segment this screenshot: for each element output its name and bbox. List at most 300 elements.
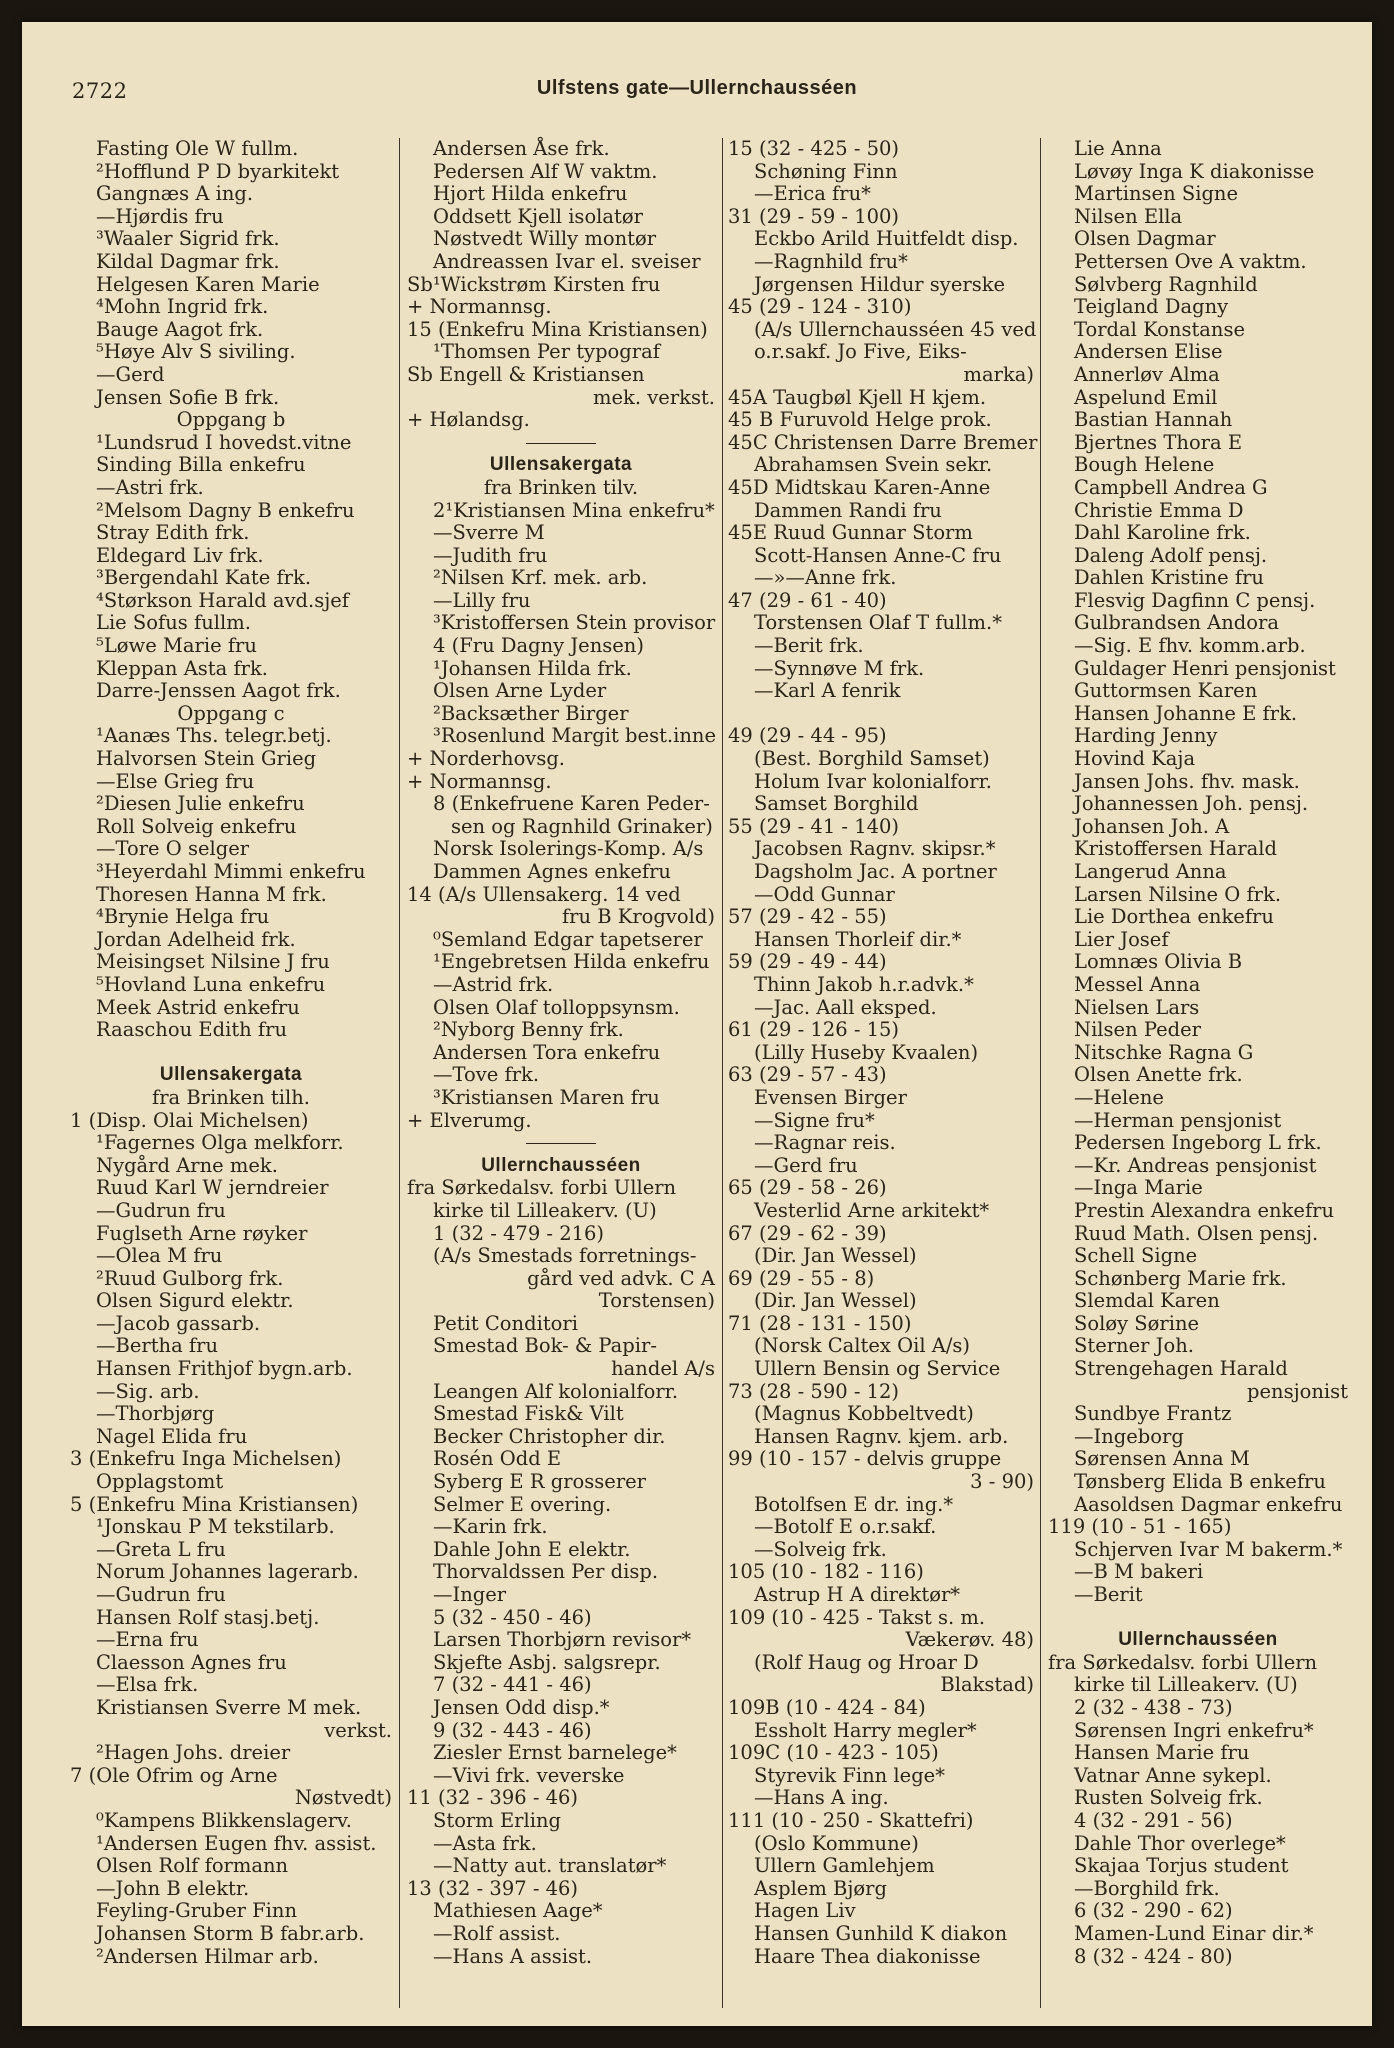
directory-entry: Tønsberg Elida B enkefru <box>1074 1470 1326 1494</box>
directory-entry: Guldager Henri pensjonist <box>1074 656 1336 680</box>
directory-entry: Olsen Anette frk. <box>1074 1063 1243 1087</box>
directory-entry: Sterner Joh. <box>1074 1334 1194 1358</box>
directory-entry: 7 (Ole Ofrim og Arne <box>70 1763 278 1787</box>
directory-entry: Dahle John E elektr. <box>433 1537 631 1561</box>
directory-entry: Nitschke Ragna G <box>1074 1040 1254 1064</box>
directory-entry: —Karl A fenrik <box>754 679 901 703</box>
directory-entry: —Helene <box>1074 1085 1164 1109</box>
directory-entry: Soløy Sørine <box>1074 1311 1200 1335</box>
directory-entry: —Bertha fru <box>96 1334 219 1358</box>
directory-entry: Hansen Marie fru <box>1074 1741 1250 1765</box>
directory-entry: ²Hofflund P D byarkitekt <box>96 159 340 183</box>
directory-entry: o.r.sakf. Jo Five, Eiks- <box>754 340 967 364</box>
directory-entry: + Normannsg. <box>407 769 552 793</box>
directory-entry: Slemdal Karen <box>1074 1289 1220 1313</box>
directory-entry: Jordan Adelheid frk. <box>96 927 296 951</box>
directory-entry: ³Rosenlund Margit best.inne <box>433 724 717 748</box>
directory-entry: marka) <box>963 362 1034 386</box>
directory-entry: 4 (Fru Dagny Jensen) <box>433 634 644 658</box>
directory-entry: 49 (29 - 44 - 95) <box>728 724 887 748</box>
directory-entry: Haare Thea diakonisse <box>754 1944 981 1968</box>
directory-entry: ¹Johansen Hilda frk. <box>433 656 632 680</box>
directory-entry: + Elverumg. <box>407 1108 532 1132</box>
directory-entry: Dahle Thor overlege* <box>1074 1831 1286 1855</box>
directory-entry: 45 (29 - 124 - 310) <box>728 295 912 319</box>
directory-entry: Helgesen Karen Marie <box>96 272 320 296</box>
directory-entry: —Berit frk. <box>754 634 864 658</box>
directory-entry: —»—Anne frk. <box>754 566 897 590</box>
directory-entry: Harding Jenny <box>1074 724 1218 748</box>
directory-entry: Dammen Agnes enkefru <box>433 860 671 883</box>
directory-entry: Holum Ivar kolonialforr. <box>754 769 992 793</box>
directory-entry: Dagsholm Jac. A portner <box>754 860 997 883</box>
directory-entry: Nilsen Ella <box>1074 204 1183 228</box>
directory-entry: Thinn Jakob h.r.advk.* <box>754 972 974 996</box>
directory-entry: ³Heyerdahl Mimmi enkefru <box>96 860 366 883</box>
directory-entry: 1 (32 - 479 - 216) <box>433 1221 605 1245</box>
directory-entry: Leangen Alf kolonialforr. <box>433 1379 679 1403</box>
directory-entry: 9 (32 - 443 - 46) <box>433 1718 592 1742</box>
directory-entry: Blakstad) <box>940 1673 1034 1697</box>
directory-entry: —Tore O selger <box>96 837 250 861</box>
directory-entry: 105 (10 - 182 - 116) <box>728 1560 924 1584</box>
directory-entry: Pedersen Ingeborg L frk. <box>1074 1131 1322 1155</box>
directory-entry: Storm Erling <box>433 1808 562 1832</box>
directory-entry: 55 (29 - 41 - 140) <box>728 814 900 838</box>
directory-entry: Olsen Sigurd elektr. <box>96 1289 294 1313</box>
directory-entry: Dammen Randi fru <box>754 498 942 522</box>
directory-entry: 45D Midtskau Karen-Anne <box>728 475 991 499</box>
directory-entry: Feyling-Gruber Finn <box>96 1899 298 1923</box>
directory-entry: —Sig. E fhv. komm.arb. <box>1074 634 1306 658</box>
directory-entry: ³Bergendahl Kate frk. <box>96 566 312 590</box>
directory-entry: 73 (28 - 590 - 12) <box>728 1379 900 1403</box>
directory-entry: 119 (10 - 51 - 165) <box>1048 1515 1232 1539</box>
directory-entry: Vatnar Anne sykepl. <box>1074 1763 1272 1787</box>
directory-entry: Ullern Bensin og Service <box>754 1357 1001 1381</box>
directory-entry: ¹Andersen Eugen fhv. assist. <box>96 1831 377 1855</box>
directory-entry: 7 (32 - 441 - 46) <box>433 1673 592 1697</box>
directory-entry: —Gudrun fru <box>96 1583 226 1606</box>
directory-entry: Messel Anna <box>1074 972 1201 996</box>
directory-entry: Kleppan Asta frk. <box>96 656 268 680</box>
directory-entry: ⁴Brynie Helga fru <box>96 905 270 929</box>
directory-entry: Oppgang c <box>177 701 285 725</box>
directory-entry: (Magnus Kobbeltvedt) <box>754 1402 974 1426</box>
column-rule <box>399 138 400 2008</box>
directory-entry: Lomnæs Olivia B <box>1074 950 1243 974</box>
directory-entry: ³Waaler Sigrid frk. <box>96 227 280 251</box>
directory-entry: Kildal Dagmar frk. <box>96 249 280 273</box>
directory-entry: Løvøy Inga K diakonisse <box>1074 159 1315 183</box>
directory-entry: 4 (32 - 291 - 56) <box>1074 1808 1233 1832</box>
directory-entry: Martinsen Signe <box>1074 182 1239 206</box>
directory-entry: Jørgensen Hildur syerske <box>754 272 1006 296</box>
directory-entry: —Borghild frk. <box>1074 1876 1220 1900</box>
directory-entry: Meisingset Nilsine J fru <box>96 950 330 974</box>
directory-entry: (Dir. Jan Wessel) <box>754 1244 917 1268</box>
column-3 <box>728 137 1038 1968</box>
directory-entry: ²Hagen Johs. dreier <box>96 1741 291 1765</box>
directory-entry: —Inga Marie <box>1074 1176 1203 1200</box>
directory-entry: 45 B Furuvold Helge prok. <box>728 408 992 432</box>
directory-entry: Lier Josef <box>1074 927 1169 951</box>
directory-entry: ²Ruud Gulborg frk. <box>96 1266 284 1290</box>
directory-entry: Jensen Odd disp.* <box>433 1695 610 1719</box>
directory-entry: —Synnøve M frk. <box>754 656 925 680</box>
directory-entry: 14 (A/s Ullensakerg. 14 ved <box>407 882 681 906</box>
directory-entry: Asplem Bjørg <box>754 1876 887 1900</box>
directory-entry: —Sverre M <box>433 521 545 545</box>
directory-entry: Dahl Karoline frk. <box>1074 521 1251 545</box>
directory-entry: (A/s Smestads forretnings- <box>433 1244 697 1268</box>
directory-entry: Johannessen Joh. pensj. <box>1074 792 1309 816</box>
directory-entry: Hansen Thorleif dir.* <box>754 927 962 951</box>
directory-entry: Sb¹Wickstrøm Kirsten fru <box>407 272 661 296</box>
directory-entry: kirke til Lilleakerv. (U) <box>1074 1673 1298 1697</box>
directory-entry: Gulbrandsen Andora <box>1074 611 1279 635</box>
directory-entry: Becker Christopher dir. <box>433 1424 666 1448</box>
directory-entry: Olsen Olaf tolloppsynsm. <box>433 995 680 1019</box>
directory-entry: Sinding Billa enkefru <box>96 453 306 477</box>
directory-entry: 2 (32 - 438 - 73) <box>1074 1695 1233 1719</box>
directory-entry: Hansen Rolf stasj.betj. <box>96 1605 320 1629</box>
directory-entry: Styrevik Finn lege* <box>754 1763 945 1787</box>
directory-entry: 109B (10 - 424 - 84) <box>728 1695 926 1719</box>
directory-entry: Schell Signe <box>1074 1244 1198 1268</box>
directory-entry: Pettersen Ove A vaktm. <box>1074 249 1307 273</box>
directory-entry: Claesson Agnes fru <box>96 1650 287 1674</box>
directory-entry: Halvorsen Stein Grieg <box>96 747 317 771</box>
directory-entry: Guttormsen Karen <box>1074 679 1258 703</box>
directory-entry: Ruud Math. Olsen pensj. <box>1074 1221 1319 1245</box>
directory-entry: Thorvaldssen Per disp. <box>433 1560 659 1584</box>
directory-entry: 65 (29 - 58 - 26) <box>728 1176 887 1200</box>
directory-entry: Ruud Karl W jerndreier <box>96 1176 329 1200</box>
directory-entry: Hansen Ragnv. kjem. arb. <box>754 1424 1009 1448</box>
directory-entry: 31 (29 - 59 - 100) <box>728 204 900 228</box>
directory-entry: sen og Ragnhild Grinaker) <box>451 814 713 838</box>
directory-entry: Rusten Solveig frk. <box>1074 1786 1263 1810</box>
directory-entry: Kristiansen Sverre M mek. <box>96 1695 362 1719</box>
directory-entry: 111 (10 - 250 - Skattefri) <box>728 1808 974 1832</box>
directory-entry: ⁴Mohn Ingrid frk. <box>96 295 269 319</box>
directory-entry: ¹Thomsen Per typograf <box>433 340 660 364</box>
directory-entry: —Rolf assist. <box>433 1921 561 1945</box>
directory-entry: 47 (29 - 61 - 40) <box>728 588 887 612</box>
directory-entry: Langerud Anna <box>1074 860 1227 883</box>
directory-entry: Prestin Alexandra enkefru <box>1074 1198 1335 1222</box>
directory-entry: gård ved advk. C A <box>527 1266 715 1290</box>
directory-entry: verkst. <box>324 1718 392 1742</box>
directory-entry: fra Sørkedalsv. forbi Ullern <box>1048 1650 1318 1674</box>
directory-entry: 2¹Kristiansen Mina enkefru* <box>433 498 715 522</box>
directory-entry: ¹Lundsrud I hovedst.vitne <box>96 430 352 454</box>
directory-entry: Fasting Ole W fullm. <box>96 137 299 160</box>
directory-entry: ¹Aanæs Ths. telegr.betj. <box>96 724 332 748</box>
directory-entry: Lie Anna <box>1074 137 1162 160</box>
directory-entry: Nøstvedt Willy montør <box>433 227 657 251</box>
directory-entry: Botolfsen E dr. ing.* <box>754 1492 954 1516</box>
directory-entry: —Herman pensjonist <box>1074 1108 1282 1132</box>
directory-entry: Campbell Andrea G <box>1074 475 1268 499</box>
directory-entry: Flesvig Dagfinn C pensj. <box>1074 588 1316 612</box>
directory-entry: Bough Helene <box>1074 453 1215 477</box>
directory-entry: —Olea M fru <box>96 1244 223 1268</box>
directory-entry: Selmer E overing. <box>433 1492 612 1516</box>
directory-page <box>22 22 1372 2026</box>
directory-entry: fra Sørkedalsv. forbi Ullern <box>407 1176 677 1200</box>
directory-entry: Nielsen Lars <box>1074 995 1200 1019</box>
directory-entry: —Signe fru* <box>754 1108 875 1132</box>
directory-entry: Ziesler Ernst barnelege* <box>433 1741 677 1765</box>
directory-entry: Abrahamsen Svein sekr. <box>754 453 993 477</box>
directory-entry: —Lilly fru <box>433 588 531 612</box>
directory-entry: (Best. Borghild Samset) <box>754 747 990 771</box>
directory-entry: 3 - 90) <box>970 1470 1034 1494</box>
street-heading: Ullernchausséen <box>481 1154 641 1176</box>
directory-entry: Andersen Åse frk. <box>433 137 610 160</box>
directory-entry: ⁵Løwe Marie fru <box>96 634 257 658</box>
directory-entry: Darre-Jenssen Aagot frk. <box>96 679 341 703</box>
directory-entry: —Hjørdis fru <box>96 204 224 228</box>
directory-entry: fra Brinken tilh. <box>152 1085 310 1109</box>
directory-entry: (Norsk Caltex Oil A/s) <box>754 1334 971 1358</box>
directory-entry: ⁰Semland Edgar tapetserer <box>433 927 703 951</box>
directory-entry: Sb Engell & Kristiansen <box>407 362 645 386</box>
directory-entry: —Ragnhild fru* <box>754 249 908 273</box>
directory-entry: —Berit <box>1074 1583 1143 1606</box>
directory-entry: —B M bakeri <box>1074 1560 1204 1584</box>
directory-entry: Sørensen Ingri enkefru* <box>1074 1718 1314 1742</box>
directory-entry: Skajaa Torjus student <box>1074 1854 1289 1878</box>
directory-entry: —Thorbjørg <box>96 1402 215 1426</box>
directory-entry: Vækerøv. 48) <box>905 1628 1034 1652</box>
directory-entry <box>1048 1607 1348 1630</box>
directory-entry: Norum Johannes lagerarb. <box>96 1560 359 1584</box>
directory-entry: —Karin frk. <box>433 1515 548 1539</box>
section-divider <box>407 1132 715 1155</box>
directory-entry: 8 (32 - 424 - 80) <box>1074 1944 1233 1968</box>
directory-entry: 5 (Enkefru Mina Kristiansen) <box>70 1492 359 1516</box>
directory-entry: ²Nilsen Krf. mek. arb. <box>433 566 648 590</box>
directory-entry: Mathiesen Aage* <box>433 1899 603 1923</box>
directory-entry: pensjonist <box>1246 1379 1348 1403</box>
directory-entry: Nøstvedt) <box>294 1786 392 1810</box>
directory-entry <box>728 703 1034 726</box>
directory-entry: 45C Christensen Darre Bremer <box>728 430 1038 454</box>
column-2 <box>407 138 715 1968</box>
directory-entry: 1 (Disp. Olai Michelsen) <box>70 1108 309 1132</box>
directory-entry: Hansen Gunhild K diakon <box>754 1921 1008 1945</box>
directory-entry: Olsen Arne Lyder <box>433 679 607 703</box>
directory-entry: —Erna fru <box>96 1628 199 1652</box>
directory-entry: (Rolf Haug og Hroar D <box>754 1650 979 1674</box>
directory-entry: 45E Ruud Gunnar Storm <box>728 521 973 545</box>
directory-entry: ²Melsom Dagny B enkefru <box>96 498 355 522</box>
directory-entry: —Inger <box>433 1583 507 1606</box>
directory-entry: Hjort Hilda enkefru <box>433 182 628 206</box>
directory-entry: —Judith fru <box>433 543 548 567</box>
directory-entry: 3 (Enkefru Inga Michelsen) <box>70 1447 342 1471</box>
directory-entry: + Norderhovsg. <box>407 747 566 771</box>
directory-entry: 69 (29 - 55 - 8) <box>728 1266 875 1290</box>
directory-entry: 6 (32 - 290 - 62) <box>1074 1899 1233 1923</box>
directory-entry: Roll Solveig enkefru <box>96 814 297 838</box>
directory-entry: Evensen Birger <box>754 1085 907 1109</box>
directory-entry: Jansen Johs. fhv. mask. <box>1074 769 1300 793</box>
directory-entry: —Gerd <box>96 362 165 386</box>
directory-entry: handel A/s <box>611 1357 715 1381</box>
directory-entry: Thoresen Hanna M frk. <box>96 882 327 906</box>
directory-entry: Sørensen Anna M <box>1074 1447 1250 1471</box>
directory-entry: ²Backsæther Birger <box>433 701 629 725</box>
directory-entry: —Natty aut. translatør* <box>433 1854 667 1878</box>
directory-entry: Larsen Nilsine O frk. <box>1074 882 1282 906</box>
directory-entry: Schjerven Ivar M bakerm.* <box>1074 1537 1343 1561</box>
directory-entry: Daleng Adolf pensj. <box>1074 543 1268 567</box>
directory-entry: Andersen Elise <box>1074 340 1223 364</box>
directory-entry: —Astri frk. <box>96 475 204 499</box>
directory-entry: Essholt Harry megler* <box>754 1718 977 1742</box>
directory-entry: kirke til Lilleakerv. (U) <box>433 1198 657 1222</box>
directory-entry: Syberg E R grosserer <box>433 1470 646 1494</box>
directory-entry: + Normannsg. <box>407 295 552 319</box>
directory-entry: Sølvberg Ragnhild <box>1074 272 1258 296</box>
directory-entry: 67 (29 - 62 - 39) <box>728 1221 887 1245</box>
directory-entry: ⁵Høye Alv S siviling. <box>96 340 296 364</box>
directory-entry: Astrup H A direktør* <box>754 1583 961 1606</box>
directory-entry: Andersen Tora enkefru <box>433 1040 661 1064</box>
directory-entry: Skjefte Asbj. salgsrepr. <box>433 1650 661 1674</box>
directory-entry: Schøning Finn <box>754 159 898 183</box>
directory-entry: 71 (28 - 131 - 150) <box>728 1311 912 1335</box>
directory-entry: —Jac. Aall eksped. <box>754 995 937 1019</box>
directory-entry: —Greta L fru <box>96 1537 226 1561</box>
directory-entry: Hansen Frithjof bygn.arb. <box>96 1357 353 1381</box>
directory-entry: 8 (Enkefruene Karen Peder- <box>433 792 710 816</box>
directory-entry: Mamen-Lund Einar dir.* <box>1074 1921 1314 1945</box>
directory-entry: —Sig. arb. <box>96 1379 200 1403</box>
directory-entry: 15 (32 - 425 - 50) <box>728 137 900 160</box>
directory-entry: —Kr. Andreas pensjonist <box>1074 1153 1317 1177</box>
street-heading: Ullernchausséen <box>1118 1629 1278 1651</box>
directory-entry <box>70 1042 392 1065</box>
directory-entry: Vesterlid Arne arkitekt* <box>754 1198 990 1222</box>
directory-entry: Larsen Thorbjørn revisor* <box>433 1628 692 1652</box>
directory-entry: Samset Borghild <box>754 792 919 816</box>
directory-entry: Olsen Rolf formann <box>96 1854 289 1878</box>
directory-entry: —Erica fru* <box>754 182 871 206</box>
directory-entry: ²Andersen Hilmar arb. <box>96 1944 319 1968</box>
directory-entry: Pedersen Alf W vaktm. <box>433 159 658 183</box>
directory-entry: —Ingeborg <box>1074 1424 1184 1448</box>
directory-entry: Teigland Dagny <box>1074 295 1229 319</box>
directory-entry: 99 (10 - 157 - delvis gruppe <box>728 1447 1002 1471</box>
directory-entry: 11 (32 - 396 - 46) <box>407 1786 579 1810</box>
directory-entry: Schønberg Marie frk. <box>1074 1266 1287 1290</box>
directory-entry: (Oslo Kommune) <box>754 1831 919 1855</box>
directory-entry: —Gudrun fru <box>96 1198 226 1222</box>
directory-entry: —Elsa frk. <box>96 1673 199 1697</box>
directory-entry: Bastian Hannah <box>1074 408 1233 432</box>
directory-entry: ³Kristoffersen Stein provisor <box>433 611 716 635</box>
directory-entry: Jensen Sofie B frk. <box>96 385 280 409</box>
directory-entry: Johansen Joh. A <box>1074 814 1230 838</box>
directory-entry: mek. verkst. <box>593 385 715 409</box>
column-1 <box>70 138 392 1968</box>
directory-entry: —Solveig frk. <box>754 1537 887 1561</box>
directory-entry: —John B elektr. <box>96 1876 250 1900</box>
directory-entry: Oddsett Kjell isolatør <box>433 204 643 228</box>
directory-entry: Smestad Fisk& Vilt <box>433 1402 624 1426</box>
directory-entry: —Gerd fru <box>754 1153 858 1177</box>
page-number: 2722 <box>72 79 128 103</box>
column-rule <box>1040 138 1041 2008</box>
directory-entry: Hagen Liv <box>754 1899 856 1923</box>
directory-entry: Raaschou Edith fru <box>96 1018 288 1042</box>
directory-entry: ⁴Størkson Harald avd.sjef <box>96 588 350 612</box>
directory-entry: Lie Dorthea enkefru <box>1074 905 1274 929</box>
directory-entry: Johansen Storm B fabr.arb. <box>96 1921 365 1945</box>
directory-entry: 5 (32 - 450 - 46) <box>433 1605 592 1629</box>
directory-entry: —Asta frk. <box>433 1831 537 1855</box>
running-head: Ulfstens gate—Ullernchausséen <box>536 77 858 99</box>
directory-entry: 57 (29 - 42 - 55) <box>728 905 887 929</box>
directory-entry: Ullern Gamlehjem <box>754 1854 935 1878</box>
directory-entry: 109 (10 - 425 - Takst s. m. <box>728 1605 986 1629</box>
directory-entry: Petit Conditori <box>433 1311 578 1335</box>
directory-entry: Norsk Isolerings-Komp. A/s <box>433 837 704 861</box>
directory-entry: Gangnæs A ing. <box>96 182 254 206</box>
directory-entry: fra Brinken tilv. <box>483 475 639 499</box>
directory-entry: ¹Engebretsen Hilda enkefru <box>433 950 710 974</box>
directory-entry: Stray Edith frk. <box>96 521 250 545</box>
street-heading: Ullensakergata <box>159 1064 303 1086</box>
directory-entry: Smestad Bok- & Papir- <box>433 1334 657 1358</box>
directory-entry: 15 (Enkefru Mina Kristiansen) <box>407 317 708 341</box>
directory-entry: Kristoffersen Harald <box>1074 837 1278 861</box>
directory-entry: Torstensen) <box>598 1289 715 1313</box>
directory-entry: Lie Sofus fullm. <box>96 611 251 635</box>
directory-entry: + Hølandsg. <box>407 408 530 432</box>
directory-entry: —Hans A ing. <box>754 1786 889 1810</box>
column-rule <box>722 138 723 2008</box>
directory-entry: Oppgang b <box>176 408 286 432</box>
directory-entry: Nagel Elida fru <box>96 1424 248 1448</box>
directory-entry: —Botolf E o.r.sakf. <box>754 1515 937 1539</box>
directory-entry: —Odd Gunnar <box>754 882 895 906</box>
directory-entry: 45A Taugbøl Kjell H kjem. <box>728 385 987 409</box>
directory-entry: —Jacob gassarb. <box>96 1311 261 1335</box>
directory-entry: (A/s Ullernchausséen 45 ved <box>754 317 1037 341</box>
directory-entry: Hovind Kaja <box>1074 747 1196 771</box>
directory-entry: Fuglseth Arne røyker <box>96 1221 308 1245</box>
directory-entry: Andreassen Ivar el. sveiser <box>433 249 701 273</box>
directory-entry: 61 (29 - 126 - 15) <box>728 1018 900 1042</box>
directory-entry: Tordal Konstanse <box>1074 317 1246 341</box>
directory-entry: —Tove frk. <box>433 1063 540 1087</box>
directory-entry: Jacobsen Ragnv. skipsr.* <box>754 837 996 861</box>
directory-entry: —Vivi frk. veverske <box>433 1763 625 1787</box>
street-heading: Ullensakergata <box>489 454 633 476</box>
directory-entry: Olsen Dagmar <box>1074 227 1216 251</box>
directory-entry: ¹Jonskau P M tekstilarb. <box>96 1515 335 1539</box>
directory-entry: Scott-Hansen Anne-C fru <box>754 543 1002 567</box>
column-4 <box>1048 138 1348 1968</box>
directory-entry: 109C (10 - 423 - 105) <box>728 1741 939 1765</box>
directory-entry: Bjertnes Thora E <box>1074 430 1243 454</box>
